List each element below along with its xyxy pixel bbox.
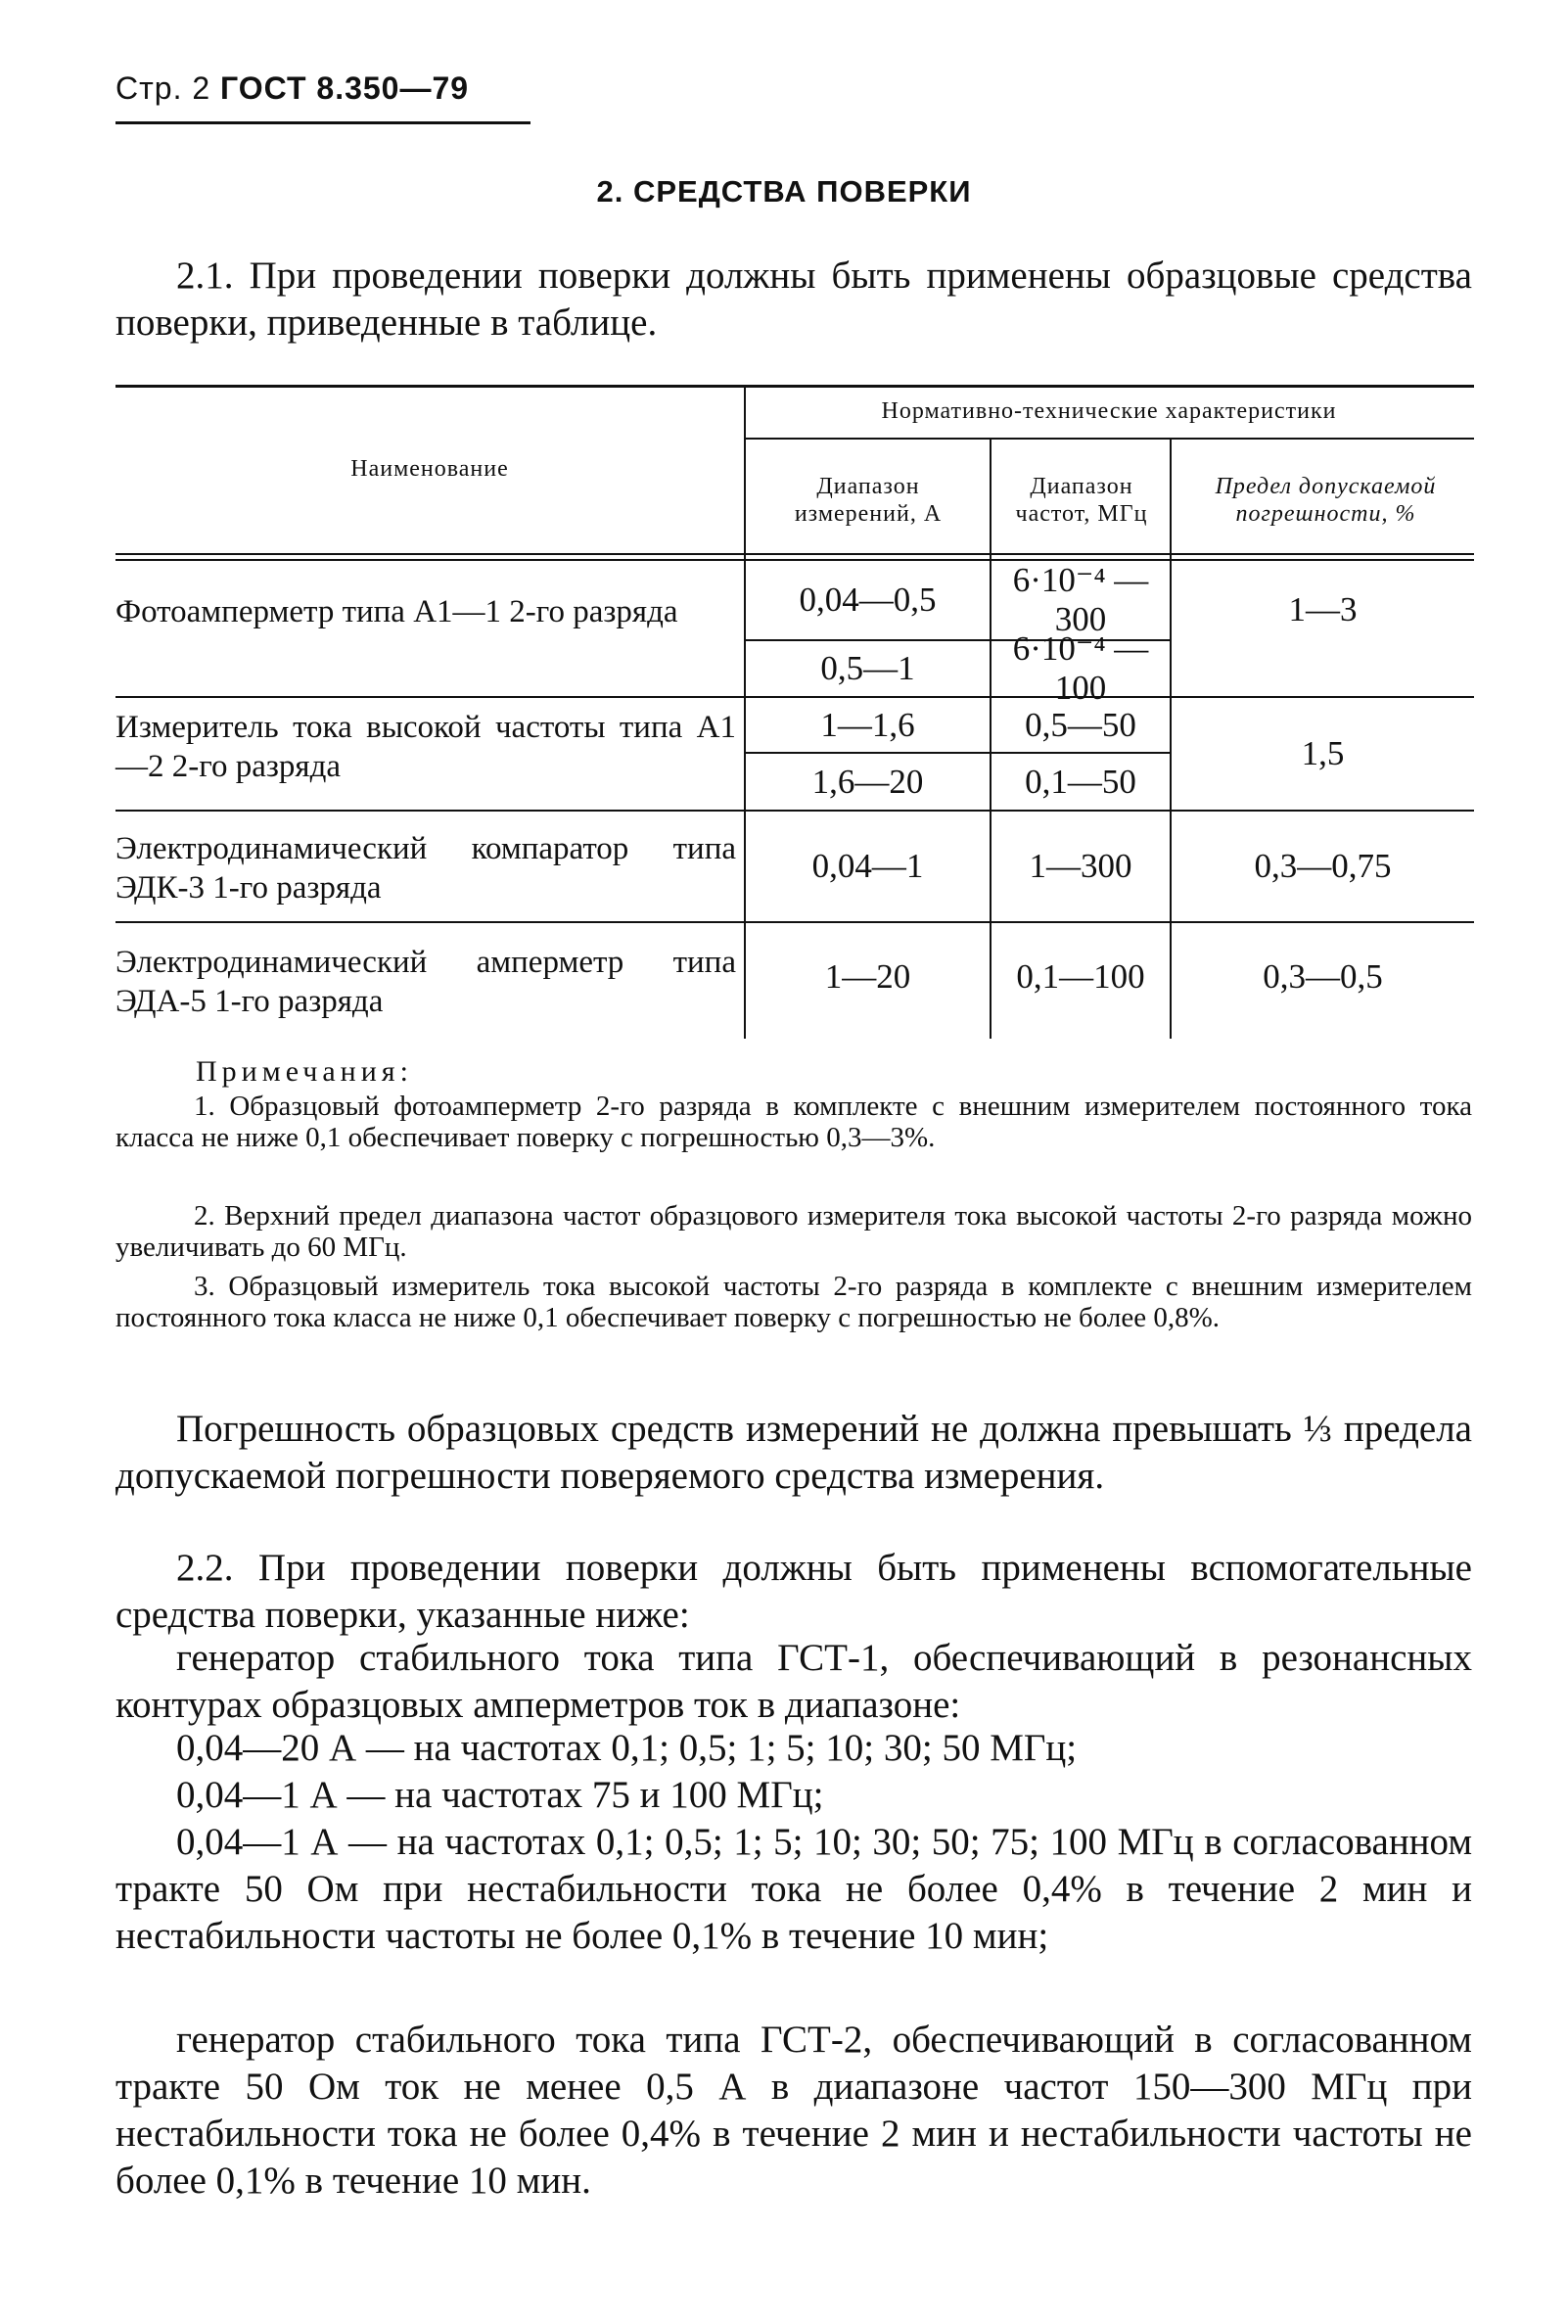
- page-label: Стр. 2: [115, 70, 211, 106]
- note-1: 1. Образцовый фотоамперметр 2-го разряда в комплекте с внешним измерителем постоянного тока класса не ниже 0,1 обеспечивает поверку с погрешностью 0,3—3%.: [115, 1091, 1472, 1153]
- notes-title: Примечания:: [196, 1055, 413, 1088]
- row2-name: Измеритель тока высокой частоты типа А1—2 2-го разряда: [115, 710, 736, 784]
- page-header: [115, 70, 469, 107]
- gst1-paragraph: генератор стабильного тока типа ГСТ-1, обеспечивающий в резонансных контурах образцовых амперметров ток в диапазоне:: [115, 1637, 1472, 1726]
- gst2-paragraph: генератор стабильного тока типа ГСТ-2, обеспечивающий в согласованном тракте 50 Ом ток не менее 0,5 А в диапазоне частот 150—300 МГц при нестабильности тока не более 0,4% в течение 2 мин и нестабильности частоты не более 0,1% в течение 10 мин.: [115, 2019, 1472, 2202]
- row1-error: 1—3: [1288, 590, 1358, 628]
- header-rule-1: [115, 553, 1474, 555]
- row2-error: 1,5: [1301, 734, 1345, 772]
- paragraph-2-2: 2.2. При проведении поверки должны быть применены вспомогательные средства поверки, указанные ниже:: [115, 1547, 1472, 1636]
- row4-error: 0,3—0,5: [1263, 957, 1383, 996]
- intro-paragraph: 2.1. При проведении поверки должны быть применены образцовые средства поверки, приведенные в таблице.: [115, 255, 1472, 344]
- gst1-line-1: 0,04—20 А — на частотах 0,1; 0,5; 1; 5; 10; 30; 50 МГц;: [176, 1727, 1078, 1769]
- col-freq-header: Диапазон частот, МГц: [1015, 474, 1148, 527]
- col-error-header: Предел допускаемой погрешности, %: [1215, 474, 1437, 527]
- row3-range: 0,04—1: [811, 847, 924, 885]
- row1-range-a: 0,04—0,5: [799, 581, 937, 619]
- reference-table: [115, 385, 1474, 1039]
- row4-range: 1—20: [824, 957, 911, 996]
- gst1-line-2: 0,04—1 А — на частотах 75 и 100 МГц;: [176, 1774, 824, 1816]
- gst1-line-3: 0,04—1 А — на частотах 0,1; 0,5; 1; 5; 10; 30; 50; 75; 100 МГц в согласованном тракте 50 Ом при нестабильности тока не более 0,4% в течение 2 мин и нестабильности частоты не более 0,1% в течение 10 мин;: [115, 1821, 1472, 1957]
- row1-freq-a: 6·10⁻⁴ —300: [1012, 561, 1149, 638]
- row3-freq: 1—300: [1029, 847, 1132, 885]
- row4-freq: 0,1—100: [1016, 957, 1145, 996]
- note-3: 3. Образцовый измеритель тока высокой частоты 2-го разряда в комплекте с внешним измерителем постоянного тока класса не ниже 0,1 обеспечивает поверку с погрешностью не более 0,8%.: [115, 1271, 1472, 1333]
- error-paragraph: Погрешность образцовых средств измерений не должна превышать ⅓ предела допускаемой погрешности поверяемого средства измерения.: [115, 1408, 1472, 1497]
- row1-freq-b: 6·10⁻⁴ —100: [1012, 629, 1149, 707]
- row2-freq-b: 0,1—50: [1025, 762, 1136, 801]
- row4-name: Электродинамический амперметр типа ЭДА-5 1-го разряда: [115, 945, 736, 1019]
- section-title: 2. СРЕДСТВА ПОВЕРКИ: [596, 174, 972, 209]
- doc-code: ГОСТ 8.350—79: [220, 70, 470, 106]
- row2-range-b: 1,6—20: [811, 762, 924, 801]
- col-range-header: Диапазон измерений, А: [794, 474, 943, 527]
- row3-name: Электродинамический компаратор типа ЭДК-3 1-го разряда: [115, 831, 736, 906]
- row2-freq-a: 0,5—50: [1025, 705, 1136, 744]
- group-header: Нормативно-технические характеристики: [881, 398, 1337, 424]
- col-name-header: Наименование: [350, 456, 509, 482]
- row2-range-a: 1—1,6: [820, 705, 915, 744]
- row3-error: 0,3—0,75: [1254, 847, 1392, 885]
- row1-name: Фотоамперметр типа А1—1 2-го разряда: [115, 594, 678, 629]
- row1-range-b: 0,5—1: [820, 649, 915, 687]
- header-rule: [115, 121, 530, 124]
- note-2: 2. Верхний предел диапазона частот образцового измерителя тока высокой частоты 2-го разряда можно увеличивать до 60 МГц.: [115, 1200, 1472, 1263]
